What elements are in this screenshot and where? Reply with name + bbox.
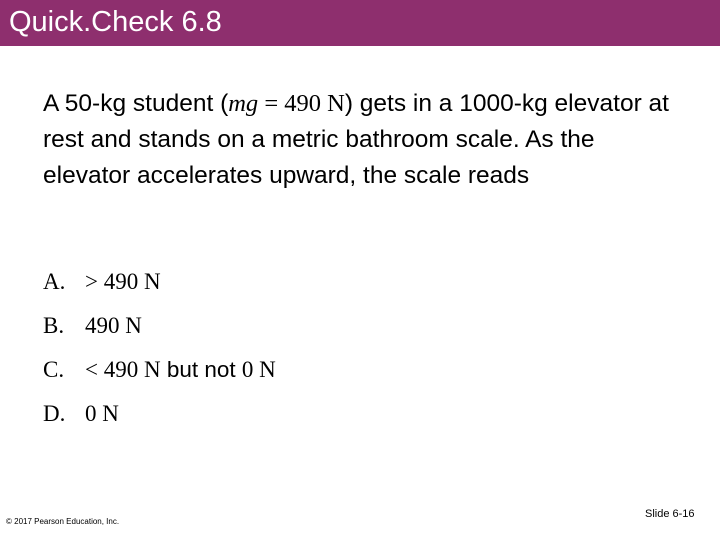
option-letter: A. <box>43 269 66 294</box>
option-tail: 0 N <box>241 357 276 382</box>
question-text <box>43 86 683 194</box>
answer-options <box>43 264 276 440</box>
option-letter: B. <box>43 313 65 338</box>
question-equals: = 490 N <box>258 90 345 117</box>
option-d[interactable] <box>43 396 276 440</box>
question-prefix: A 50-kg student ( <box>43 90 229 117</box>
slide-title: Quick.Check 6.8 <box>9 6 222 38</box>
question-var-mg: mg <box>228 90 259 117</box>
question-suffix: ) gets in a 1000-kg elevator at rest and stands on a metric bathroom scale. As the elevator accelerates upward, the scale reads <box>43 90 669 189</box>
option-text: 490 N <box>85 313 142 338</box>
option-text: < 490 N <box>85 357 161 382</box>
slide-number: Slide 6-16 <box>645 508 695 520</box>
option-extra: but not <box>160 357 242 382</box>
option-text: 0 N <box>85 401 119 426</box>
option-text: > 490 N <box>85 269 161 294</box>
option-c[interactable] <box>43 352 276 396</box>
copyright-notice: © 2017 Pearson Education, Inc. <box>6 517 120 526</box>
option-letter: D. <box>43 401 66 426</box>
option-letter: C. <box>43 357 65 382</box>
option-a[interactable] <box>43 264 276 308</box>
option-b[interactable] <box>43 308 276 352</box>
title-bar <box>0 0 720 46</box>
